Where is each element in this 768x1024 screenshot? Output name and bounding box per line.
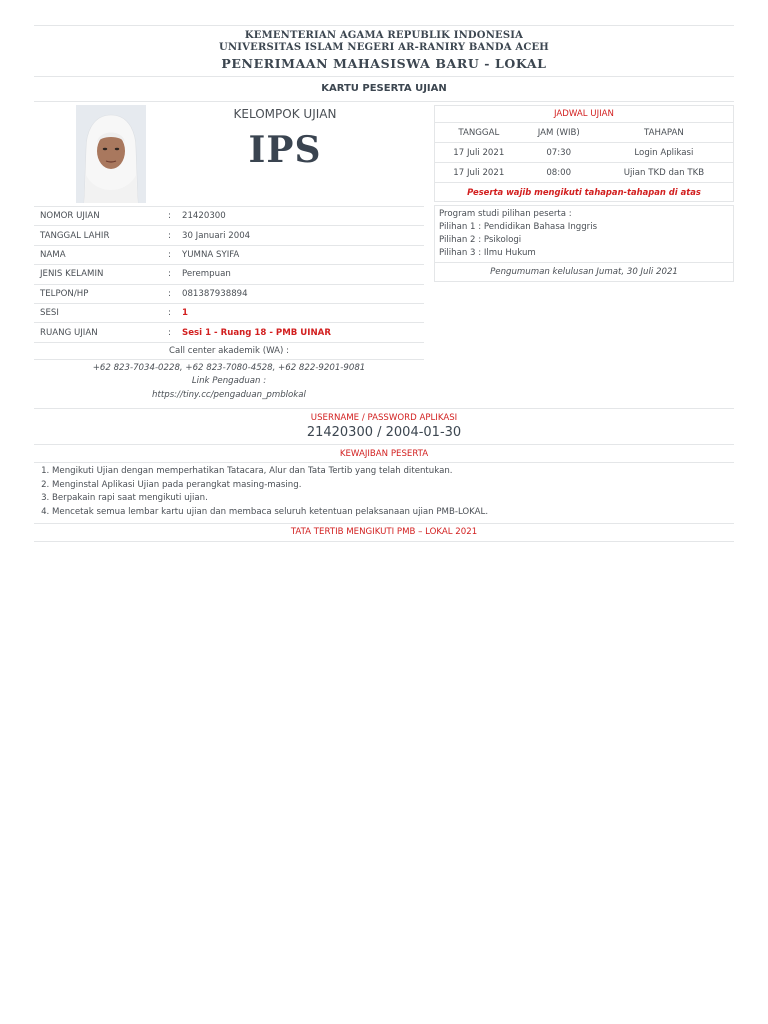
schedule-title: JADWAL UJIAN — [554, 109, 614, 119]
table-row — [34, 245, 424, 264]
schedule-section — [434, 105, 734, 402]
rules-title: TATA TERTIB MENGIKUTI PMB – LOKAL 2021 — [290, 527, 478, 538]
info-key: TANGGAL LAHIR — [34, 226, 168, 245]
schedule-stage: Ujian TKD dan TKB — [595, 163, 733, 183]
table-row — [34, 323, 424, 342]
card-title: KARTU PESERTA UJIAN — [321, 83, 447, 94]
credentials-title: USERNAME / PASSWORD APLIKASI — [310, 413, 458, 424]
call-center-label: Call center akademik (WA) : — [34, 342, 424, 359]
column-header: JAM (WIB) — [523, 123, 595, 143]
letterhead — [34, 30, 734, 72]
complaint-link-label: Link Pengaduan : — [191, 376, 267, 387]
study-program-label: Program studi pilihan peserta : — [439, 209, 572, 219]
info-sep: : — [168, 323, 176, 342]
table-row — [34, 303, 424, 322]
schedule-date: 17 Juli 2021 — [435, 143, 523, 163]
duties-list — [34, 463, 734, 523]
exam-group — [146, 105, 424, 205]
table-row — [34, 284, 424, 303]
study-program-choices — [434, 205, 734, 263]
exam-card — [34, 25, 734, 542]
duties-title: KEWAJIBAN PESERTA — [339, 449, 429, 460]
info-key: NAMA — [34, 245, 168, 264]
table-row — [435, 163, 733, 183]
info-key: NOMOR UJIAN — [34, 207, 168, 226]
schedule-time: 08:00 — [523, 163, 595, 183]
info-value: 081387938894 — [176, 284, 424, 303]
exam-group-code: IPS — [248, 129, 322, 171]
complaint-link[interactable]: https://tiny.cc/pengaduan_pmblokal — [152, 389, 306, 400]
schedule-table — [435, 122, 733, 182]
info-value: YUMNA SYIFA — [176, 245, 424, 264]
info-sep: : — [168, 265, 176, 284]
list-item: Pilihan 3 : Ilmu Hukum — [439, 248, 536, 258]
list-item: Pilihan 2 : Psikologi — [439, 235, 522, 245]
info-key: TELPON/HP — [34, 284, 168, 303]
table-row — [34, 226, 424, 245]
participant-photo-image — [76, 105, 146, 203]
list-item: Pilihan 1 : Pendidikan Bahasa Inggris — [439, 222, 598, 232]
rules-block — [34, 523, 734, 541]
exam-schedule — [434, 105, 734, 202]
column-header: TAHAPAN — [595, 123, 733, 143]
duties-block — [34, 444, 734, 462]
info-sep: : — [168, 226, 176, 245]
list-item: 3. Berpakain rapi saat mengikuti ujian. — [52, 492, 734, 506]
announcement: Pengumuman kelulusan Jumat, 30 Juli 2021 — [434, 262, 734, 282]
list-item: 4. Mencetak semua lembar kartu ujian dan membaca seluruh ketentuan pelaksanaan ujian PMB-LOKAL. — [52, 506, 734, 520]
credentials-value: 21420300 / 2004-01-30 — [306, 425, 462, 441]
table-header-row — [435, 123, 733, 143]
ministry-name: KEMENTERIAN AGAMA REPUBLIK INDONESIA — [244, 30, 524, 41]
info-value: Perempuan — [176, 265, 424, 284]
info-value: 30 Januari 2004 — [176, 226, 424, 245]
call-center-numbers: +62 823-7034-0228, +62 823-7080-4528, +62 822-9201-9081 — [92, 362, 366, 373]
credentials-block — [34, 408, 734, 444]
info-sep: : — [168, 207, 176, 226]
list-item: 1. Mengikuti Ujian dengan memperhatikan Tatacara, Alur dan Tata Tertib yang telah ditentukan. — [52, 465, 734, 479]
admission-title: PENERIMAAN MAHASISWA BARU - LOKAL — [221, 56, 547, 71]
exam-room-value: Sesi 1 - Ruang 18 - PMB UINAR — [176, 323, 424, 342]
schedule-time: 07:30 — [523, 143, 595, 163]
table-row — [435, 143, 733, 163]
contact-block — [34, 359, 424, 403]
info-sep: : — [168, 303, 176, 322]
list-item: 2. Menginstal Aplikasi Ujian pada perangkat masing-masing. — [52, 479, 734, 493]
table-row — [34, 207, 424, 226]
info-key: SESI — [34, 303, 168, 322]
session-value: 1 — [176, 303, 424, 322]
info-sep: : — [168, 284, 176, 303]
university-name: UNIVERSITAS ISLAM NEGERI AR-RANIRY BANDA ACEH — [219, 42, 549, 53]
schedule-stage: Login Aplikasi — [595, 143, 733, 163]
table-row — [34, 265, 424, 284]
participant-info-table — [34, 206, 424, 342]
info-key: RUANG UJIAN — [34, 323, 168, 342]
info-sep: : — [168, 245, 176, 264]
info-value: 21420300 — [176, 207, 424, 226]
info-key: JENIS KELAMIN — [34, 265, 168, 284]
participant-photo — [76, 105, 146, 203]
schedule-warning: Peserta wajib mengikuti tahapan-tahapan di atas — [435, 182, 733, 201]
exam-group-label: KELOMPOK UJIAN — [233, 107, 337, 121]
participant-section — [34, 105, 424, 402]
column-header: TANGGAL — [435, 123, 523, 143]
schedule-date: 17 Juli 2021 — [435, 163, 523, 183]
